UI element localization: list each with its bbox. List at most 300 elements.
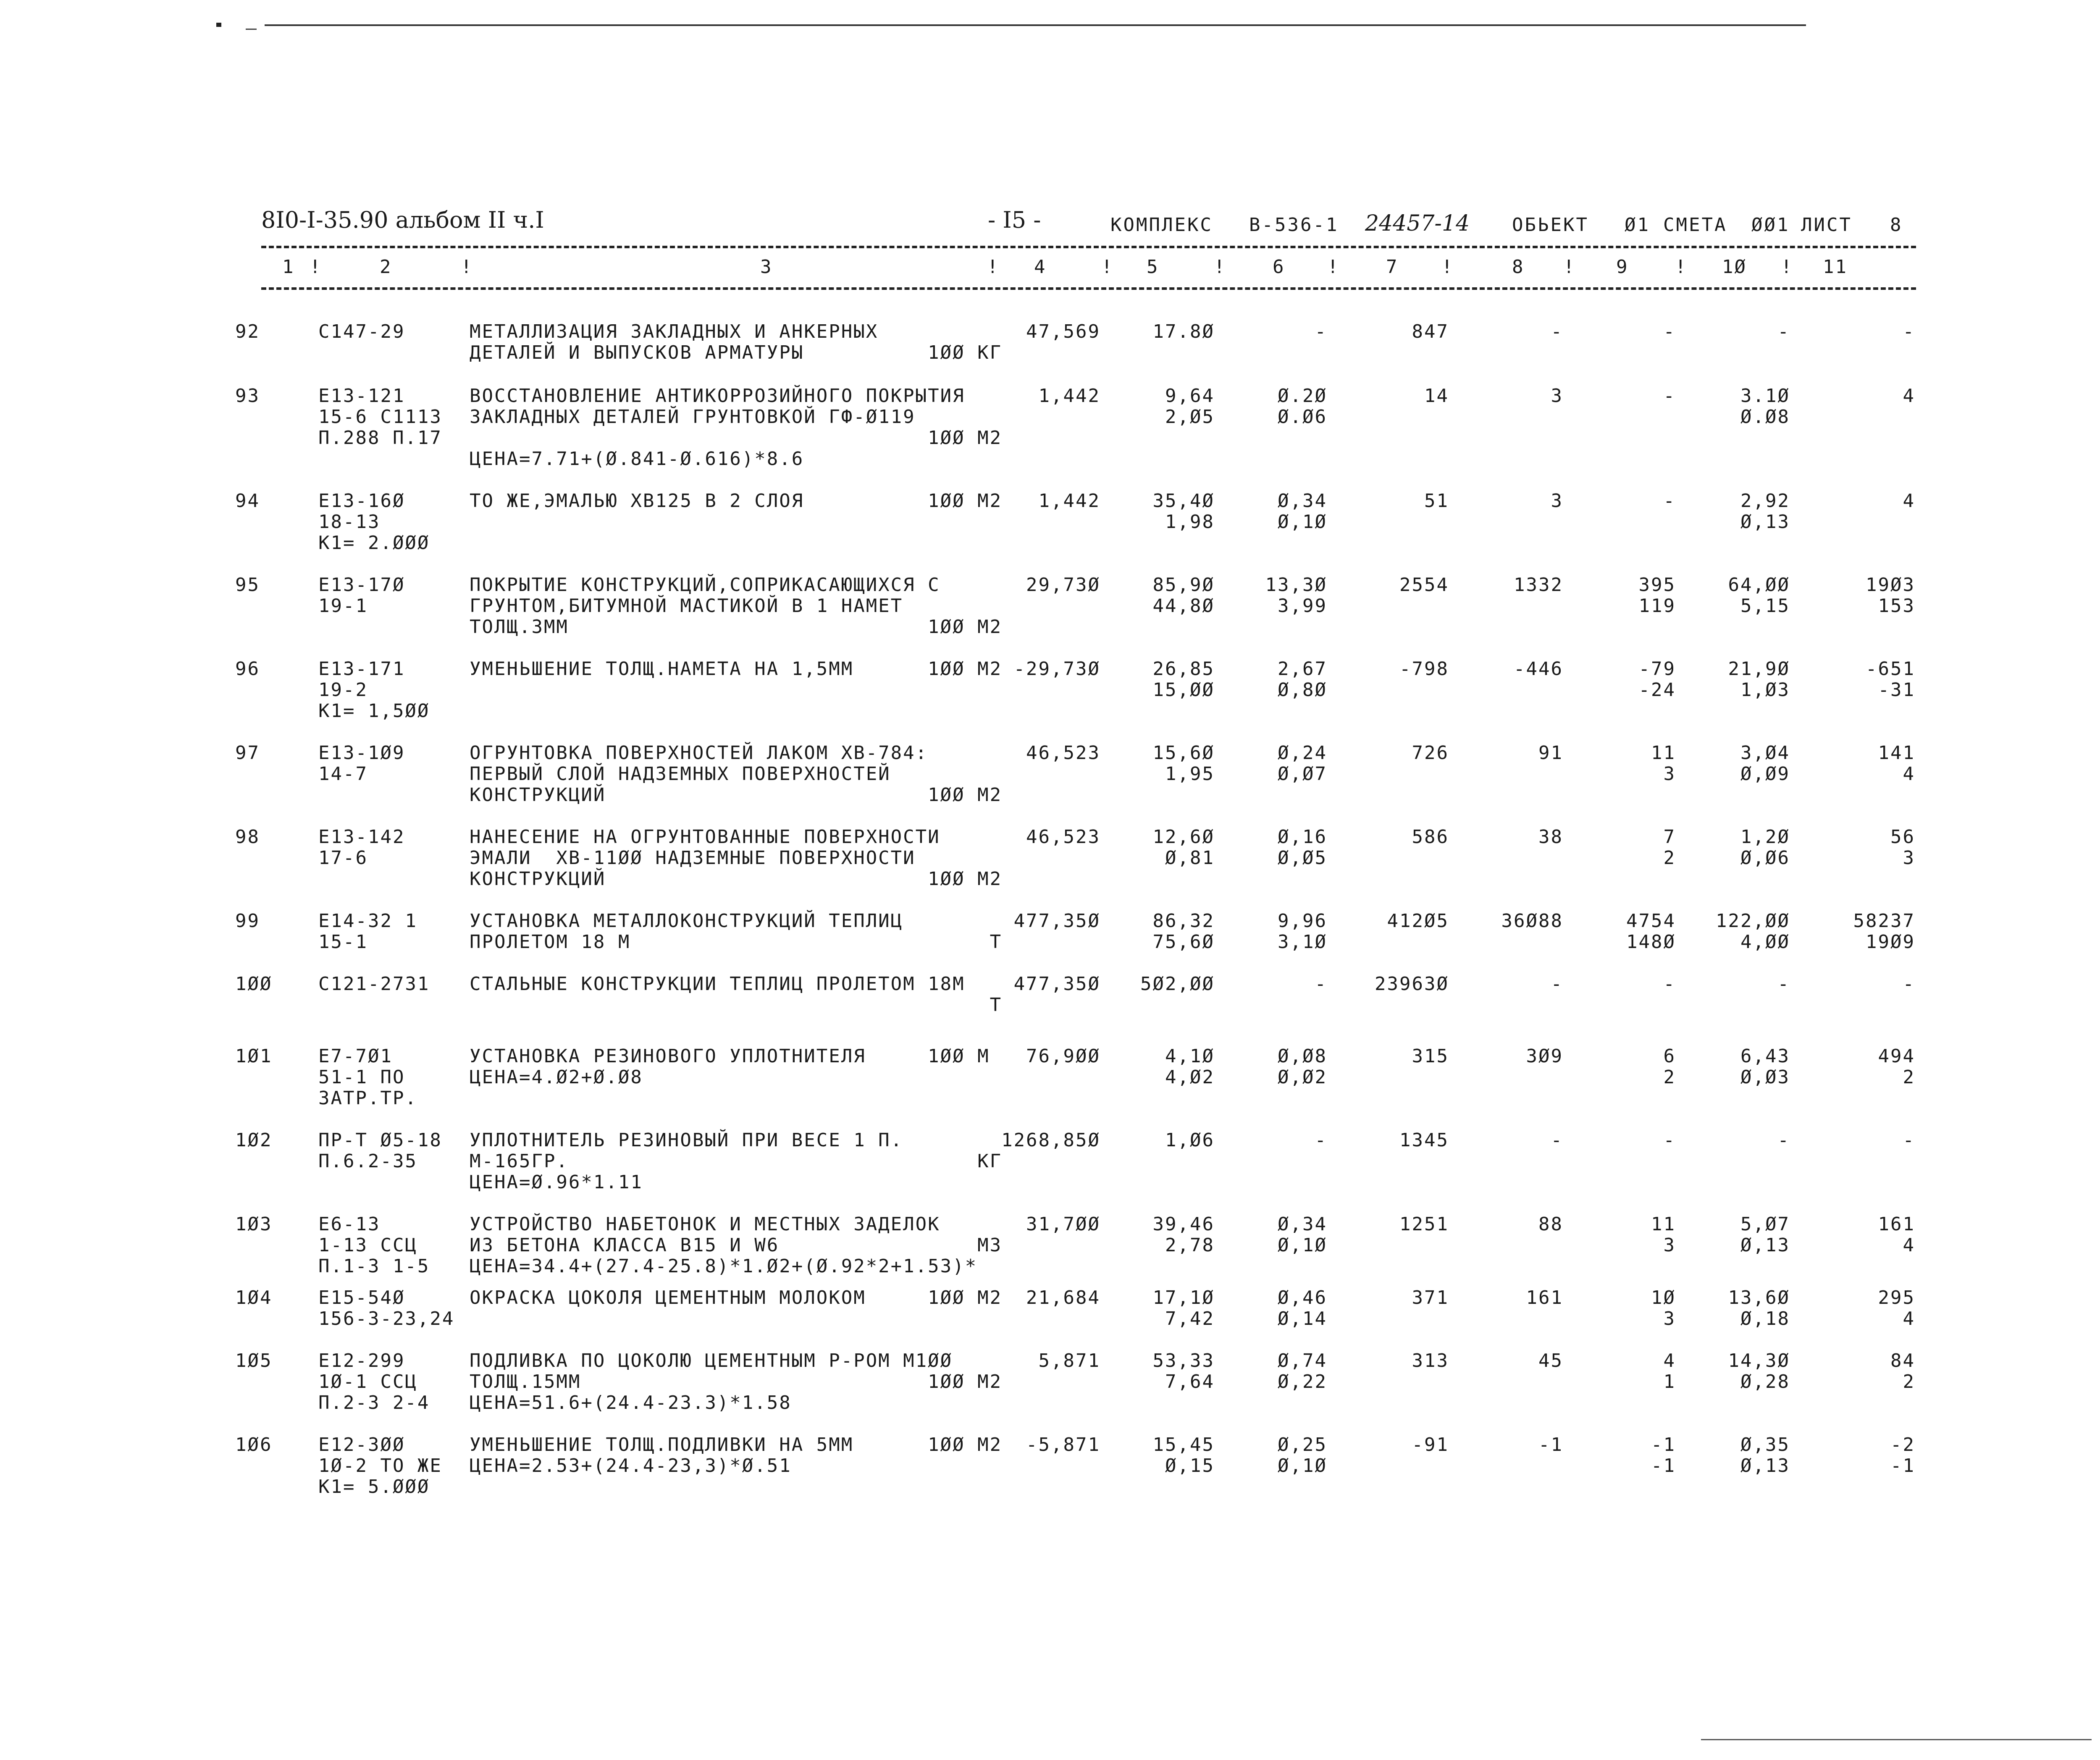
unit-cost-cell: [1109, 386, 1215, 428]
unit-cost: Ø,81: [1165, 847, 1215, 869]
rate-code: Е13-16Ø: [318, 490, 405, 512]
labor-unit-cell: [1676, 911, 1790, 953]
labor-total: -31: [1878, 679, 1915, 701]
top-rule: [265, 24, 1806, 26]
total-machine-cell: [1571, 1130, 1676, 1151]
labor-total-cell: [1802, 1046, 1915, 1088]
total-wages: -: [1551, 321, 1563, 342]
column-separator: !: [1101, 256, 1114, 278]
total-cost: 847: [1412, 321, 1449, 342]
unit-wages-machine: 3,1Ø: [1278, 931, 1327, 953]
labor-total-cell: [1802, 743, 1915, 785]
total-machine-cell: [1571, 386, 1676, 407]
total-cost-cell: [1340, 1046, 1449, 1067]
labor-total: 3: [1903, 847, 1915, 869]
work-description-cell: [470, 385, 1003, 470]
total-cost: 726: [1412, 742, 1449, 764]
work-description: КОНСТРУКЦИЙ 1ØØ М2: [470, 784, 1003, 806]
work-description-cell: [470, 490, 1003, 512]
work-description: М-165ГР. КГ: [470, 1151, 1003, 1172]
labor-unit-cell: [1676, 1046, 1790, 1088]
total-wages-cell: [1453, 1214, 1563, 1235]
quantity: 1,442: [1038, 490, 1100, 512]
quantity-cell: [979, 1130, 1100, 1151]
rate-code-cell: [318, 321, 461, 342]
total-cost-cell: [1340, 827, 1449, 848]
work-description: УСТРОЙСТВО НАБЕТОНОК И МЕСТНЫХ ЗАДЕЛОК: [470, 1214, 940, 1235]
labor-unit-cell: [1676, 1287, 1790, 1329]
total-machine: -24: [1638, 679, 1676, 701]
column-header: 1: [282, 256, 295, 278]
quantity: 5,871: [1038, 1350, 1100, 1371]
handwritten-number: 24457-14: [1365, 211, 1470, 236]
row-number-cell: [235, 1287, 281, 1308]
quantity-cell: [979, 659, 1100, 680]
unit-cost: 4,Ø2: [1165, 1067, 1215, 1088]
work-description: ЦЕНА=2.53+(24.4-23,3)*Ø.51: [470, 1455, 792, 1476]
complex-label: КОМПЛЕКС: [1110, 214, 1213, 236]
work-description-cell: [470, 321, 1003, 363]
rate-code: 18-13: [318, 511, 381, 533]
sheet-value: 8: [1890, 214, 1903, 236]
total-wages-cell: [1453, 659, 1563, 680]
labor-total: -: [1903, 321, 1915, 342]
unit-wages-machine: Ø,22: [1278, 1371, 1327, 1392]
total-cost-cell: [1340, 491, 1449, 512]
unit-wages-machine: Ø,Ø5: [1278, 847, 1327, 869]
labor-total: -: [1903, 973, 1915, 995]
total-machine: 1Ø: [1651, 1287, 1676, 1308]
quantity: 1268,85Ø: [1001, 1130, 1100, 1151]
rate-code-cell: [318, 1434, 461, 1497]
labor-total: 295: [1878, 1287, 1915, 1308]
labor-unit: Ø,13: [1740, 511, 1790, 533]
rate-code: 156-3-23,24: [318, 1308, 455, 1329]
labor-unit: -: [1777, 1130, 1790, 1151]
labor-unit: 122,ØØ: [1716, 910, 1790, 932]
rate-code: П.2-3 2-4: [318, 1392, 430, 1413]
work-description-cell: [470, 658, 1003, 680]
labor-unit-cell: [1676, 974, 1790, 995]
labor-unit-cell: [1676, 827, 1790, 869]
labor-total: 2: [1903, 1371, 1915, 1392]
labor-unit: Ø,13: [1740, 1455, 1790, 1476]
sheet-label: ЛИСТ: [1801, 214, 1852, 236]
unit-cost: 53,33: [1152, 1350, 1215, 1371]
total-cost: 315: [1412, 1045, 1449, 1067]
rate-code: П.1-3 1-5: [318, 1256, 430, 1277]
unit-cost: 4,1Ø: [1165, 1045, 1215, 1067]
unit-wages-machine: Ø.Ø6: [1278, 406, 1327, 428]
rate-code: Е12-3ØØ: [318, 1434, 405, 1455]
labor-total-cell: [1802, 911, 1915, 953]
total-wages: 161: [1526, 1287, 1563, 1308]
rate-code: Е7-7Ø1: [318, 1045, 393, 1067]
work-description: НАНЕСЕНИЕ НА ОГРУНТОВАННЫЕ ПОВЕРХНОСТИ: [470, 826, 940, 848]
unit-cost: 1,95: [1165, 763, 1215, 785]
rate-code: 17-6: [318, 847, 368, 869]
unit-cost-cell: [1109, 911, 1215, 953]
unit-cost: 1,Ø6: [1165, 1130, 1215, 1151]
rate-code: Е6-13: [318, 1214, 381, 1235]
total-machine: 2: [1663, 1067, 1676, 1088]
labor-unit: Ø,Ø3: [1740, 1067, 1790, 1088]
quantity-cell: [979, 974, 1100, 995]
total-wages: 88: [1538, 1214, 1563, 1235]
row-number-cell: [235, 974, 281, 995]
unit-wages-machine: Ø,16: [1278, 826, 1327, 848]
unit-wages-machine: Ø.2Ø: [1278, 385, 1327, 407]
unit-cost: 85,9Ø: [1152, 574, 1215, 596]
labor-total-cell: [1802, 386, 1915, 407]
row-number-cell: [235, 321, 281, 342]
total-wages: 3: [1551, 490, 1563, 512]
work-description: ЦЕНА=4.Ø2+Ø.Ø8: [470, 1067, 643, 1088]
unit-wages-machine: -: [1315, 973, 1327, 995]
rate-code-cell: [318, 491, 461, 554]
quantity: 31,7ØØ: [1026, 1214, 1100, 1235]
total-wages: -1: [1538, 1434, 1563, 1455]
labor-unit: Ø,28: [1740, 1371, 1790, 1392]
work-description: ЗАКЛАДНЫХ ДЕТАЛЕЙ ГРУНТОВКОЙ ГФ-Ø119: [470, 406, 916, 428]
unit-cost: 1,98: [1165, 511, 1215, 533]
labor-unit: 3,Ø4: [1740, 742, 1790, 764]
unit-wages-machine-cell: [1222, 974, 1327, 995]
row-number: 93: [235, 385, 260, 407]
row-number-cell: [235, 1214, 281, 1235]
labor-total-cell: [1802, 575, 1915, 617]
unit-wages-machine: 3,99: [1278, 595, 1327, 617]
total-cost: -91: [1412, 1434, 1449, 1455]
unit-cost: 15,6Ø: [1152, 742, 1215, 764]
scan-mark: [246, 29, 257, 30]
rate-code-cell: [318, 575, 461, 617]
column-separator: !: [461, 256, 473, 278]
quantity: 477,35Ø: [1013, 910, 1100, 932]
labor-total: 153: [1878, 595, 1915, 617]
column-separator: !: [987, 256, 1000, 278]
labor-unit: 5,15: [1740, 595, 1790, 617]
labor-total: 56: [1890, 826, 1915, 848]
estimate-label: СМЕТА: [1663, 214, 1727, 236]
unit-wages-machine: -: [1315, 1130, 1327, 1151]
rate-code: К1= 1,5ØØ: [318, 700, 430, 722]
row-number: 1Ø5: [235, 1350, 273, 1371]
rate-code-cell: [318, 827, 461, 869]
row-number: 99: [235, 910, 260, 932]
total-wages: 3: [1551, 385, 1563, 407]
quantity-cell: [979, 827, 1100, 848]
work-description-cell: [470, 826, 1003, 890]
quantity-cell: [979, 743, 1100, 764]
work-description-cell: [470, 742, 1003, 806]
quantity: 29,73Ø: [1026, 574, 1100, 596]
page-header: [261, 207, 1916, 244]
page-number: - I5 -: [988, 207, 1041, 233]
quantity-cell: [979, 1287, 1100, 1308]
total-cost: 313: [1412, 1350, 1449, 1371]
rate-code: 15-1: [318, 931, 368, 953]
total-machine-cell: [1571, 1046, 1676, 1088]
rate-code: 1Ø-1 ССЦ: [318, 1371, 417, 1392]
rate-code-cell: [318, 1287, 461, 1329]
rate-code-cell: [318, 1214, 461, 1277]
total-wages-cell: [1453, 1434, 1563, 1455]
row-number-cell: [235, 1350, 281, 1371]
labor-total-cell: [1802, 827, 1915, 869]
unit-cost: 7,64: [1165, 1371, 1215, 1392]
unit-cost-cell: [1109, 1350, 1215, 1392]
unit-cost: 75,6Ø: [1152, 931, 1215, 953]
labor-unit: 21,9Ø: [1728, 658, 1790, 680]
labor-unit-cell: [1676, 321, 1790, 342]
work-description-cell: [470, 910, 1003, 953]
work-description: ТОЛЩ.15ММ 1ØØ М2: [470, 1371, 1003, 1392]
total-wages: -: [1551, 1130, 1563, 1151]
column-header-row: [261, 256, 1916, 281]
rate-code: 1-13 ССЦ: [318, 1235, 417, 1256]
total-machine-cell: [1571, 974, 1676, 995]
total-machine: -: [1663, 321, 1676, 342]
work-description: УПЛОТНИТЕЛЬ РЕЗИНОВЫЙ ПРИ ВЕСЕ 1 П.: [470, 1130, 903, 1151]
work-description: ПРОЛЕТОМ 18 М Т: [470, 931, 1003, 953]
row-number: 92: [235, 321, 260, 342]
total-wages: 38: [1538, 826, 1563, 848]
unit-cost: 86,32: [1152, 910, 1215, 932]
labor-unit-cell: [1676, 1434, 1790, 1476]
total-wages: 45: [1538, 1350, 1563, 1371]
work-description: ЦЕНА=34.4+(27.4-25.8)*1.Ø2+(Ø.92*2+1.53)*: [470, 1256, 978, 1277]
unit-wages-machine: 13,3Ø: [1265, 574, 1327, 596]
rate-code: Е12-299: [318, 1350, 405, 1371]
column-separator: !: [1327, 256, 1340, 278]
labor-unit-cell: [1676, 1214, 1790, 1256]
quantity-cell: [979, 1214, 1100, 1235]
total-wages-cell: [1453, 1350, 1563, 1371]
labor-unit-cell: [1676, 386, 1790, 428]
unit-cost: 44,8Ø: [1152, 595, 1215, 617]
column-separator: !: [1781, 256, 1793, 278]
labor-unit: 5,Ø7: [1740, 1214, 1790, 1235]
total-machine: 7: [1663, 826, 1676, 848]
rate-code: П.6.2-35: [318, 1151, 417, 1172]
total-wages-cell: [1453, 1287, 1563, 1308]
labor-unit: 6,43: [1740, 1045, 1790, 1067]
total-wages: 3Ø9: [1526, 1045, 1563, 1067]
column-separator: !: [310, 256, 322, 278]
quantity: -5,871: [1026, 1434, 1100, 1455]
rate-code: С121-2731: [318, 973, 430, 995]
unit-wages-machine-cell: [1222, 1434, 1327, 1476]
labor-total: 58237: [1853, 910, 1915, 932]
rate-code-cell: [318, 659, 461, 722]
total-cost-cell: [1340, 1214, 1449, 1235]
column-header: 4: [1034, 256, 1047, 278]
total-machine: 11: [1651, 742, 1676, 764]
total-cost: 23963Ø: [1375, 973, 1449, 995]
column-header: 5: [1147, 256, 1159, 278]
total-machine: 395: [1638, 574, 1676, 596]
work-description: Т: [470, 994, 1003, 1016]
rate-code: П.288 П.17: [318, 427, 442, 449]
work-description: ТОЛЩ.3ММ 1ØØ М2: [470, 616, 1003, 638]
work-description: УСТАНОВКА МЕТАЛЛОКОНСТРУКЦИЙ ТЕПЛИЦ: [470, 910, 903, 932]
unit-wages-machine: Ø,14: [1278, 1308, 1327, 1329]
labor-total-cell: [1802, 659, 1915, 701]
labor-total: 494: [1878, 1045, 1915, 1067]
quantity: -29,73Ø: [1013, 658, 1100, 680]
labor-unit: Ø,Ø9: [1740, 763, 1790, 785]
total-cost-cell: [1340, 743, 1449, 764]
total-cost-cell: [1340, 974, 1449, 995]
work-description-cell: [470, 1214, 1003, 1277]
unit-cost: Ø,15: [1165, 1455, 1215, 1476]
total-cost: 1345: [1399, 1130, 1449, 1151]
column-separator: !: [1675, 256, 1688, 278]
rate-code-cell: [318, 1130, 461, 1172]
unit-cost-cell: [1109, 1287, 1215, 1329]
labor-unit: 1,Ø3: [1740, 679, 1790, 701]
total-machine-cell: [1571, 1214, 1676, 1256]
rate-code: 14-7: [318, 763, 368, 785]
total-machine-cell: [1571, 575, 1676, 617]
work-description: ИЗ БЕТОНА КЛАССА В15 И W6 М3: [470, 1235, 1003, 1256]
rate-code-cell: [318, 1046, 461, 1109]
work-description: ДЕТАЛЕЙ И ВЫПУСКОВ АРМАТУРЫ 1ØØ КГ: [470, 342, 1003, 363]
work-description: ОГРУНТОВКА ПОВЕРХНОСТЕЙ ЛАКОМ ХВ-784:: [470, 742, 928, 764]
work-description: ВОССТАНОВЛЕНИЕ АНТИКОРРОЗИЙНОГО ПОКРЫТИЯ: [470, 385, 965, 407]
rate-code-cell: [318, 974, 461, 995]
labor-total: 4: [1903, 490, 1915, 512]
rate-code: Е13-142: [318, 826, 405, 848]
column-header: 1Ø: [1722, 256, 1747, 278]
unit-cost: 5Ø2,ØØ: [1140, 973, 1215, 995]
total-machine: 2: [1663, 847, 1676, 869]
unit-cost-cell: [1109, 827, 1215, 869]
rate-code: Е13-121: [318, 385, 405, 407]
work-description-cell: [470, 1434, 1003, 1476]
labor-total-cell: [1802, 1350, 1915, 1392]
unit-cost-cell: [1109, 1046, 1215, 1088]
labor-total: 19Ø3: [1866, 574, 1915, 596]
rate-code: Е13-1Ø9: [318, 742, 405, 764]
row-number: 1Ø3: [235, 1214, 273, 1235]
total-machine: 119: [1638, 595, 1676, 617]
labor-total: 4: [1903, 763, 1915, 785]
labor-unit: 4,ØØ: [1740, 931, 1790, 953]
work-description: УМЕНЬШЕНИЕ ТОЛЩ.ПОДЛИВКИ НА 5ММ 1ØØ М2: [470, 1434, 1003, 1455]
unit-wages-machine-cell: [1222, 1214, 1327, 1256]
total-machine-cell: [1571, 827, 1676, 869]
total-machine: 11: [1651, 1214, 1676, 1235]
unit-wages-machine-cell: [1222, 575, 1327, 617]
column-header: 7: [1386, 256, 1399, 278]
quantity-cell: [979, 1434, 1100, 1455]
unit-wages-machine: Ø,34: [1278, 490, 1327, 512]
unit-wages-machine: Ø,1Ø: [1278, 511, 1327, 533]
total-cost: 14: [1424, 385, 1449, 407]
unit-cost: 7,42: [1165, 1308, 1215, 1329]
total-wages-cell: [1453, 321, 1563, 342]
unit-wages-machine: Ø,34: [1278, 1214, 1327, 1235]
unit-wages-machine: Ø,Ø2: [1278, 1067, 1327, 1088]
quantity: 477,35Ø: [1013, 973, 1100, 995]
quantity: 47,569: [1026, 321, 1100, 342]
total-machine: 148Ø: [1626, 931, 1676, 953]
rate-code: С147-29: [318, 321, 405, 342]
labor-total: 19Ø9: [1866, 931, 1915, 953]
unit-wages-machine: Ø,24: [1278, 742, 1327, 764]
total-cost: -798: [1399, 658, 1449, 680]
labor-unit: 2,92: [1740, 490, 1790, 512]
labor-total-cell: [1802, 1434, 1915, 1476]
total-cost-cell: [1340, 321, 1449, 342]
labor-unit-cell: [1676, 1350, 1790, 1392]
unit-wages-machine: 9,96: [1278, 910, 1327, 932]
work-description: ГРУНТОМ,БИТУМНОЙ МАСТИКОЙ В 1 НАМЕТ: [470, 595, 903, 617]
row-number-cell: [235, 1130, 281, 1151]
labor-total: 4: [1903, 1308, 1915, 1329]
unit-cost-cell: [1109, 659, 1215, 701]
total-cost-cell: [1340, 911, 1449, 932]
row-number-cell: [235, 911, 281, 932]
unit-cost-cell: [1109, 743, 1215, 785]
unit-cost-cell: [1109, 1130, 1215, 1151]
unit-wages-machine-cell: [1222, 1350, 1327, 1392]
total-machine: -: [1663, 385, 1676, 407]
labor-total-cell: [1802, 974, 1915, 995]
scan-mark: [216, 23, 221, 27]
rate-code: 15-6 С1113: [318, 406, 442, 428]
rate-code-cell: [318, 1350, 461, 1413]
work-description: ПОКРЫТИЕ КОНСТРУКЦИЙ,СОПРИКАСАЮЩИХСЯ С: [470, 574, 940, 596]
unit-wages-machine: Ø,1Ø: [1278, 1455, 1327, 1476]
total-wages-cell: [1453, 491, 1563, 512]
total-wages-cell: [1453, 827, 1563, 848]
unit-wages-machine-cell: [1222, 659, 1327, 701]
total-machine: 3: [1663, 1308, 1676, 1329]
total-wages: -: [1551, 973, 1563, 995]
complex-code: В-536-1: [1249, 214, 1339, 236]
unit-cost: 2,78: [1165, 1235, 1215, 1256]
total-machine-cell: [1571, 1434, 1676, 1476]
labor-unit: Ø,35: [1740, 1434, 1790, 1455]
column-header-rule: [261, 287, 1916, 290]
column-separator: !: [1563, 256, 1576, 278]
labor-unit: Ø,13: [1740, 1235, 1790, 1256]
total-wages-cell: [1453, 743, 1563, 764]
work-description: УМЕНЬШЕНИЕ ТОЛЩ.НАМЕТА НА 1,5ММ 1ØØ М2: [470, 658, 1003, 680]
unit-wages-machine: Ø,8Ø: [1278, 679, 1327, 701]
total-cost: 412Ø5: [1387, 910, 1449, 932]
work-description: ЦЕНА=51.6+(24.4-23.3)*1.58: [470, 1392, 792, 1413]
total-cost: 2554: [1399, 574, 1449, 596]
unit-cost: 2,Ø5: [1165, 406, 1215, 428]
total-machine-cell: [1571, 911, 1676, 953]
column-header: 3: [760, 256, 773, 278]
row-number: 97: [235, 742, 260, 764]
row-number-cell: [235, 659, 281, 680]
quantity: 46,523: [1026, 826, 1100, 848]
row-number-cell: [235, 827, 281, 848]
work-description: КОНСТРУКЦИЙ 1ØØ М2: [470, 868, 1003, 890]
labor-unit-cell: [1676, 743, 1790, 785]
row-number: 1ØØ: [235, 973, 273, 995]
rate-code: ПР-Т Ø5-18: [318, 1130, 442, 1151]
row-number: 98: [235, 826, 260, 848]
total-cost-cell: [1340, 575, 1449, 596]
quantity-cell: [979, 1046, 1100, 1067]
